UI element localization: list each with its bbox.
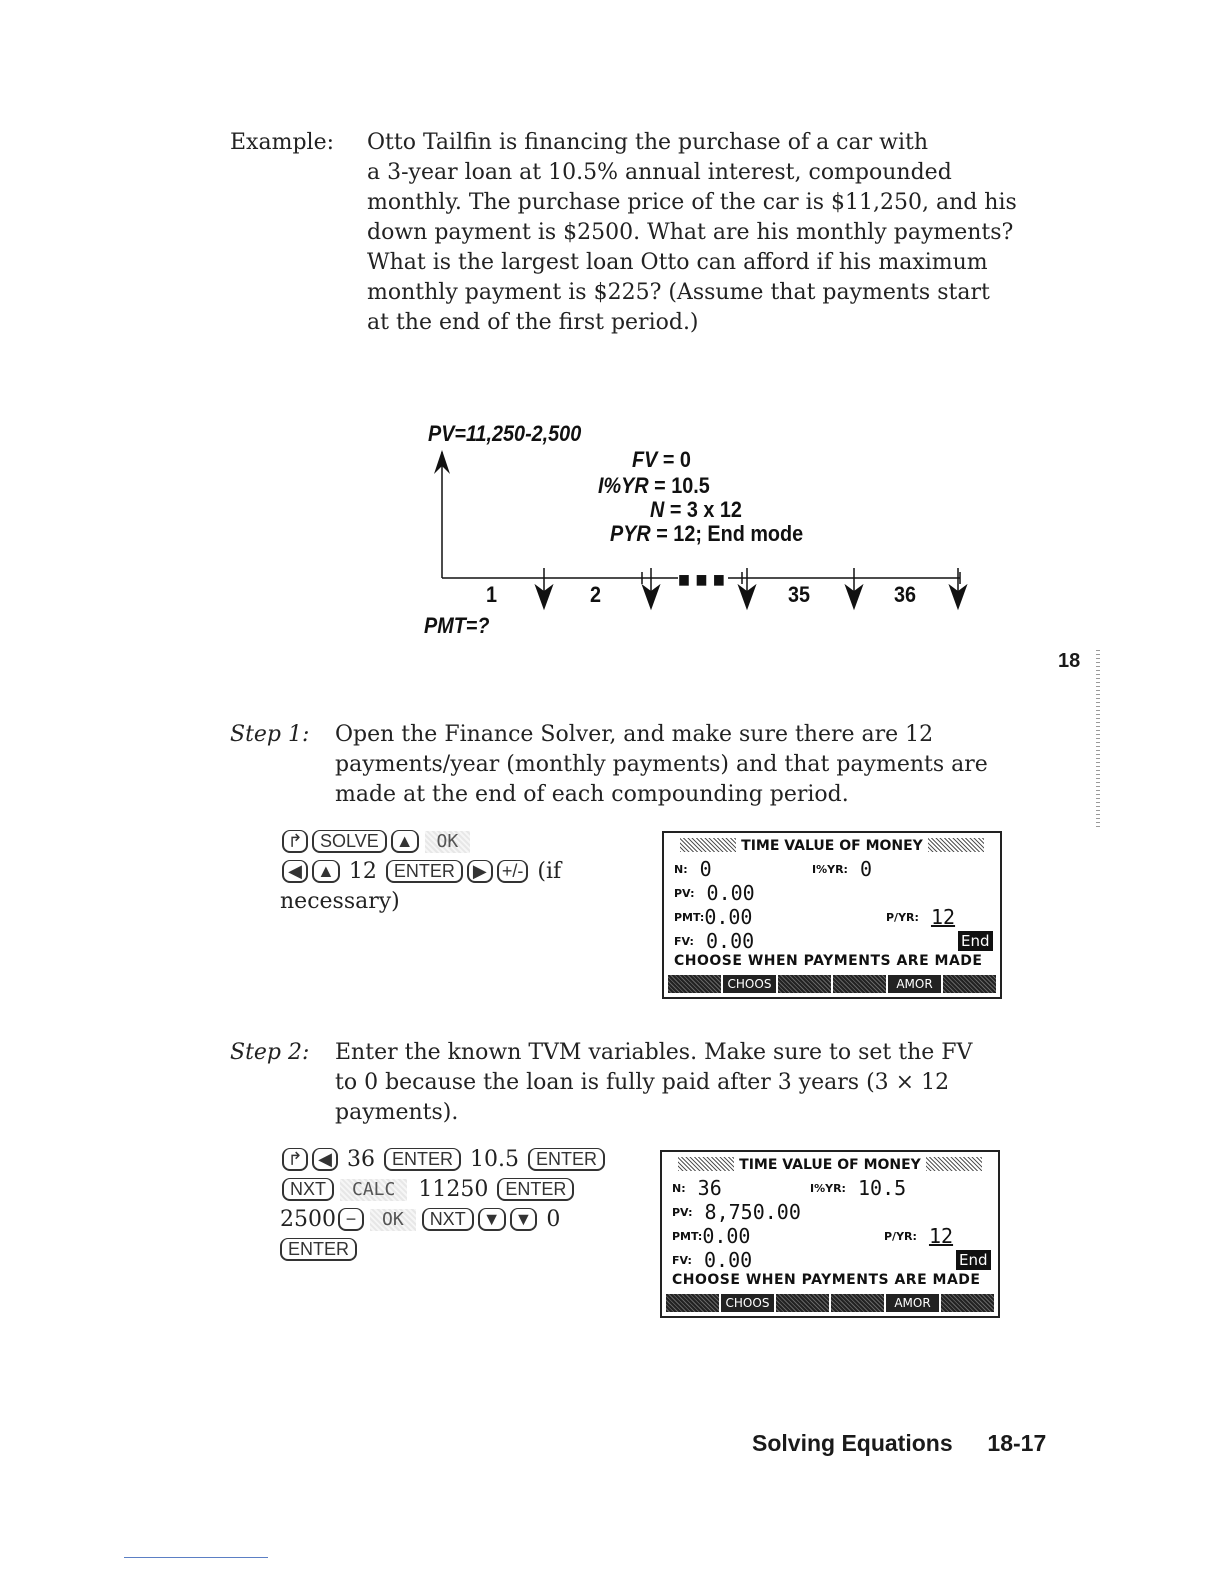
- chapter-tab-edge: [1096, 650, 1100, 830]
- enter-key[interactable]: ENTER: [528, 1148, 605, 1171]
- value-2500: 2500: [280, 1207, 336, 1232]
- period-label: 35: [788, 582, 811, 607]
- step2-keystrokes: [280, 1145, 607, 1265]
- down-arrow-key[interactable]: ▼: [510, 1208, 538, 1231]
- period-label: 2: [590, 582, 602, 607]
- step1-line: made at the end of each compounding period.: [335, 782, 849, 807]
- ok-softkey[interactable]: OK: [370, 1209, 416, 1231]
- minus-key[interactable]: −: [338, 1208, 364, 1231]
- iyr-var: I%YR: [598, 473, 649, 498]
- if-text: (if: [537, 859, 562, 884]
- example-label: Example:: [230, 130, 334, 155]
- field-iyr[interactable]: I%YR: 0: [812, 857, 873, 881]
- step2-line: Enter the known TVM variables. Make sure to set the FV: [335, 1040, 973, 1065]
- hatch-pattern: [678, 1157, 734, 1171]
- field-pyr[interactable]: P/YR: 12: [886, 905, 956, 929]
- page-footer: [752, 1430, 1046, 1457]
- twelve-value: 12: [348, 859, 377, 884]
- right-shift-key[interactable]: ↱: [282, 830, 308, 853]
- screen-message: CHOOSE WHEN PAYMENTS ARE MADE: [672, 1272, 981, 1288]
- necessary-text: necessary): [280, 889, 400, 914]
- footer-title: Solving Equations: [752, 1430, 953, 1456]
- fv-val: = 0: [662, 447, 691, 472]
- menu-key-blank[interactable]: [666, 1294, 719, 1312]
- value-11250: 11250: [418, 1177, 489, 1202]
- field-iyr[interactable]: I%YR: 10.5: [810, 1176, 907, 1200]
- pyr-val: = 12; End mode: [656, 521, 804, 546]
- step1-line: Open the Finance Solver, and make sure there are 12: [335, 722, 934, 747]
- screen-title: TIME VALUE OF MONEY: [739, 1157, 921, 1173]
- step1-text: [335, 720, 988, 810]
- up-arrow-key[interactable]: ▲: [391, 830, 419, 853]
- pmt-label: PMT=?: [424, 613, 490, 638]
- enter-key[interactable]: ENTER: [280, 1238, 357, 1261]
- example-line: monthly payment is $225? (Assume that payments start: [367, 280, 990, 305]
- example-line: at the end of the first period.): [367, 310, 699, 335]
- field-pv[interactable]: PV: 0.00: [674, 881, 755, 905]
- menu-key-blank[interactable]: [833, 975, 886, 993]
- menu-key-blank[interactable]: [943, 975, 996, 993]
- softkey-menu: [666, 1294, 994, 1312]
- field-pv[interactable]: PV: 8,750.00: [672, 1200, 801, 1224]
- calculator-screen-1: [662, 831, 1002, 999]
- left-arrow-key[interactable]: ◀: [312, 1148, 338, 1171]
- menu-key-blank[interactable]: [831, 1294, 884, 1312]
- example-line: monthly. The purchase price of the car is $11,250, and his: [367, 190, 1017, 215]
- step1-line: payments/year (monthly payments) and that payments are: [335, 752, 988, 777]
- menu-key-choos[interactable]: CHOOS: [721, 1294, 774, 1312]
- menu-key-blank[interactable]: [941, 1294, 994, 1312]
- screen-title: TIME VALUE OF MONEY: [741, 838, 923, 854]
- example-line: a 3-year loan at 10.5% annual interest, compounded: [367, 160, 952, 185]
- enter-key[interactable]: ENTER: [386, 860, 463, 883]
- step1-keystrokes: [280, 827, 561, 917]
- value-10-5: 10.5: [470, 1147, 519, 1172]
- field-fv[interactable]: FV: 0.00: [672, 1248, 753, 1272]
- step2-line: to 0 because the loan is fully paid after 3 years (3 × 12: [335, 1070, 950, 1095]
- end-mode-field[interactable]: End: [956, 1250, 991, 1270]
- menu-key-amor[interactable]: AMOR: [886, 1294, 939, 1312]
- ellipsis-dots: ■ ■ ■: [678, 567, 725, 592]
- nxt-key[interactable]: NXT: [282, 1178, 334, 1201]
- period-label: 36: [894, 582, 917, 607]
- hatch-pattern: [926, 1157, 982, 1171]
- field-n[interactable]: N: 0: [674, 857, 712, 881]
- up-arrow-key[interactable]: ▲: [312, 860, 340, 883]
- example-text: [367, 128, 1017, 338]
- hatch-pattern: [928, 838, 984, 852]
- value-0: 0: [546, 1207, 561, 1232]
- nxt-key[interactable]: NXT: [422, 1208, 474, 1231]
- right-arrow-key[interactable]: ▶: [467, 860, 493, 883]
- field-pmt[interactable]: PMT:0.00: [674, 905, 753, 929]
- value-36: 36: [347, 1147, 375, 1172]
- fv-var: FV: [632, 447, 658, 472]
- example-line: down payment is $2500. What are his monthly payments?: [367, 220, 1014, 245]
- enter-key[interactable]: ENTER: [384, 1148, 461, 1171]
- menu-key-blank[interactable]: [776, 1294, 829, 1312]
- menu-key-blank[interactable]: [778, 975, 831, 993]
- softkey-menu: [668, 975, 996, 993]
- end-mode-field[interactable]: End: [958, 931, 993, 951]
- menu-key-amor[interactable]: AMOR: [888, 975, 941, 993]
- field-fv[interactable]: FV: 0.00: [674, 929, 755, 953]
- left-arrow-key[interactable]: ◀: [282, 860, 308, 883]
- chapter-tab: 18: [1058, 650, 1081, 672]
- bottom-rule: [124, 1557, 268, 1558]
- screen-title-bar: [672, 835, 992, 857]
- right-shift-key[interactable]: ↱: [282, 1148, 308, 1171]
- pyr-var: PYR: [610, 521, 651, 546]
- period-label: 1: [486, 582, 498, 607]
- ok-softkey[interactable]: OK: [425, 831, 471, 853]
- pv-label: PV=11,250-2,500: [428, 421, 582, 446]
- field-n[interactable]: N: 36: [672, 1176, 722, 1200]
- iyr-val: = 10.5: [654, 473, 710, 498]
- screen-message: CHOOSE WHEN PAYMENTS ARE MADE: [674, 953, 983, 969]
- menu-key-blank[interactable]: [668, 975, 721, 993]
- page-number: 18-17: [987, 1430, 1047, 1456]
- field-pmt[interactable]: PMT:0.00: [672, 1224, 751, 1248]
- step2-label: Step 2:: [230, 1040, 310, 1065]
- change-sign-key[interactable]: +/-: [497, 860, 529, 883]
- enter-key[interactable]: ENTER: [497, 1178, 574, 1201]
- step1-label: Step 1:: [230, 722, 310, 747]
- down-arrow-key[interactable]: ▼: [478, 1208, 506, 1231]
- field-pyr[interactable]: P/YR: 12: [884, 1224, 954, 1248]
- menu-key-choos[interactable]: CHOOS: [723, 975, 776, 993]
- calculator-screen-2: [660, 1150, 1000, 1318]
- step2-line: payments).: [335, 1100, 459, 1125]
- step2-text: [335, 1038, 972, 1128]
- example-line: Otto Tailfin is financing the purchase of a car with: [367, 130, 929, 155]
- calc-softkey[interactable]: CALC: [340, 1179, 407, 1201]
- n-var: N: [650, 497, 665, 522]
- solve-key[interactable]: SOLVE: [312, 830, 387, 853]
- hatch-pattern: [680, 838, 736, 852]
- n-val: = 3 x 12: [669, 497, 742, 522]
- screen-title-bar: [670, 1154, 990, 1176]
- example-line: What is the largest loan Otto can afford if his maximum: [367, 250, 988, 275]
